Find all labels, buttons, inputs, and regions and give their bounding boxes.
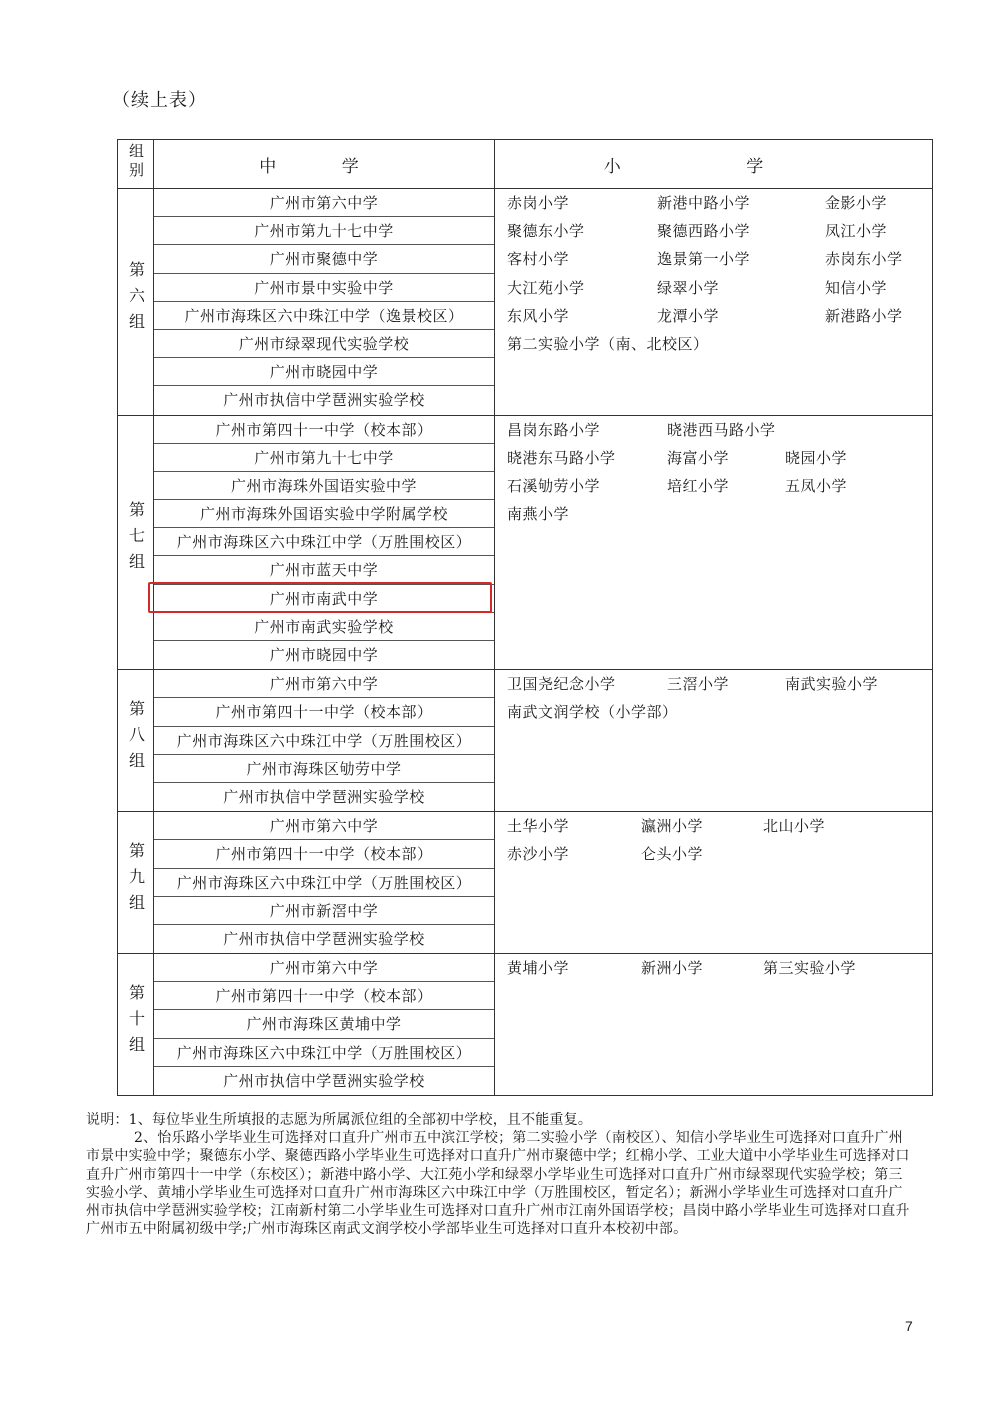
middle-school-item: 广州市海珠区六中珠江中学（逸景校区） [154,302,494,330]
group-label-cell [118,670,154,812]
header-primary-school: 小 学 [495,140,933,189]
middle-school-item: 广州市晓园中学 [269,646,379,664]
primary-school-row [507,503,932,531]
group-label-cell [118,812,154,954]
table-header-row [118,140,933,189]
middle-school-item: 广州市第六中学 [154,670,494,698]
primary-school-cell [495,415,933,670]
middle-school-item: 广州市南武中学 [154,585,494,613]
primary-school-item: 东风小学 [507,306,570,325]
middle-school-cell [154,189,495,416]
middle-school-item: 广州市第四十一中学（校本部） [154,698,494,726]
primary-school-row [507,843,932,871]
primary-school-item: 南燕小学 [507,505,570,524]
header-middle-school: 中 学 [154,140,495,189]
primary-school-row [507,475,932,503]
primary-school-item: 海富小学 [667,448,730,467]
primary-school-cell [495,670,933,812]
primary-school-row [507,277,932,305]
middle-school-item: 广州市景中实验中学 [154,274,494,302]
primary-school-item: 聚德东小学 [507,222,585,241]
middle-school-item: 广州市海珠区六中珠江中学（万胜围校区） [154,727,494,755]
middle-school-item: 广州市海珠区六中珠江中学（万胜围校区） [154,528,494,556]
middle-school-item: 广州市第四十一中学（校本部） [154,982,494,1010]
primary-school-row [507,248,932,276]
primary-school-item: 晓园小学 [785,448,848,467]
group-row [118,812,933,954]
group-label: 第八组 [126,699,146,778]
primary-school-item: 新港路小学 [825,306,903,325]
primary-school-item: 金影小学 [825,194,888,212]
middle-school-item: 广州市第四十一中学（校本部） [154,416,494,444]
middle-school-cell [154,415,495,670]
primary-school-item: 五凤小学 [785,476,848,495]
primary-school-item: 晓港东马路小学 [507,448,616,467]
group-label-cell [118,415,154,670]
header-group: 组别 [118,140,154,189]
primary-school-item: 绿翠小学 [657,278,720,297]
middle-school-item: 广州市海珠外国语实验中学附属学校 [154,500,494,528]
primary-school-item: 第二实验小学（南、北校区） [507,334,709,353]
table-caption: （续上表） [112,90,207,111]
middle-school-item: 广州市海珠区六中珠江中学（万胜围校区） [154,869,494,897]
middle-school-item: 广州市海珠区六中珠江中学（万胜围校区） [154,1039,494,1067]
group-label: 第七组 [126,501,146,580]
middle-school-item: 广州市聚德中学 [154,245,494,273]
allocation-table [117,139,933,1096]
primary-school-row [507,305,932,333]
primary-school-item: 晓港西马路小学 [667,420,776,439]
primary-school-cell [495,954,933,1096]
middle-school-item: 广州市执信中学琶洲实验学校 [223,787,425,806]
primary-school-item: 三滘小学 [667,675,730,694]
primary-school-item: 赤岗东小学 [825,250,903,269]
primary-school-item: 龙潭小学 [657,306,720,325]
primary-school-cell [495,189,933,416]
group-row [118,189,933,416]
primary-school-row [507,447,932,475]
middle-school-item: 广州市第四十一中学（校本部） [154,840,494,868]
note-2: 2、怡乐路小学毕业生可选择对口直升广州市五中滨江学校；第二实验小学（南校区）、知信小学毕业生可选择对口直升广州市景中实验中学；聚德东小学、聚德西路小学毕业生可选择对口直升广州市聚德中学；红棉小学、工业大道中小学毕业生可选择对口直升广州市第四十一中学（东校区）；新港中路小学、大江苑小学和绿翠小学毕业生可选择对口直升广州市绿翠现代实验学校；第三实验小学、黄埔小学毕业生可选择对口直升广州市海珠区六中珠江中学（万胜围校区，暂定名）；新洲小学毕业生可选择对口直升广州市执信中学琶洲实验学校；江南新村第二小学毕业生可选择对口直升广州市江南外国语学校；昌岗中路小学毕业生可选择对口直升广州市五中附属初级中学;广州市海珠区南武文润学校小学部毕业生可选择对口直升本校初中部。 [86,1130,910,1238]
primary-school-row [507,192,932,220]
group-row [118,954,933,1096]
middle-school-item: 广州市执信中学琶洲实验学校 [223,929,425,948]
primary-school-item: 赤沙小学 [507,845,570,864]
primary-school-item: 土华小学 [507,817,570,836]
page-number: 7 [905,1318,913,1334]
middle-school-item: 广州市海珠外国语实验中学 [154,472,494,500]
primary-school-item: 南武文润学校（小学部） [507,703,678,722]
primary-school-item: 仑头小学 [641,845,704,864]
group-label-cell [118,954,154,1096]
primary-school-cell [495,812,933,954]
note-1: 说明：1、每位毕业生所填报的志愿为所属派位组的全部初中学校，且不能重复。 [86,1112,593,1128]
primary-school-item: 昌岗东路小学 [507,420,601,439]
primary-school-row [507,815,932,843]
primary-school-item: 凤江小学 [825,222,888,241]
primary-school-item: 逸景第一小学 [657,250,751,269]
middle-school-cell [154,670,495,812]
group-row [118,415,933,670]
group-row [118,670,933,812]
primary-school-item: 第三实验小学 [763,959,857,978]
primary-school-item: 新港中路小学 [657,194,751,212]
middle-school-item: 广州市执信中学琶洲实验学校 [223,391,425,410]
primary-school-item: 新洲小学 [641,959,704,978]
primary-school-item: 大江苑小学 [507,278,585,297]
group-label: 第六组 [126,260,146,339]
middle-school-item: 广州市第六中学 [154,812,494,840]
middle-school-item: 广州市新滘中学 [154,897,494,925]
middle-school-item: 广州市海珠区劬劳中学 [154,755,494,783]
primary-school-row [507,957,932,985]
primary-school-item: 北山小学 [763,817,826,836]
group-label: 第十组 [126,983,146,1062]
middle-school-item: 广州市晓园中学 [154,358,494,386]
primary-school-item: 知信小学 [825,278,888,297]
middle-school-item: 广州市蓝天中学 [154,556,494,584]
middle-school-item: 广州市执信中学琶洲实验学校 [223,1071,425,1090]
primary-school-row [507,701,932,729]
primary-school-item: 石溪劬劳小学 [507,476,601,495]
primary-school-item: 黄埔小学 [507,959,570,978]
primary-school-item: 卫国尧纪念小学 [507,675,616,694]
primary-school-item: 聚德西路小学 [657,222,751,241]
primary-school-item: 培红小学 [667,476,730,495]
middle-school-item: 广州市绿翠现代实验学校 [154,330,494,358]
middle-school-item: 广州市海珠区黄埔中学 [154,1010,494,1038]
middle-school-item: 广州市第六中学 [154,189,494,217]
primary-school-row [507,333,932,361]
group-label: 第九组 [126,841,146,920]
primary-school-row [507,673,932,701]
primary-school-row [507,419,932,447]
group-label-cell [118,189,154,416]
primary-school-item: 瀛洲小学 [641,817,704,836]
middle-school-item: 广州市第六中学 [154,954,494,982]
primary-school-item: 南武实验小学 [785,675,879,694]
middle-school-item: 广州市第九十七中学 [154,217,494,245]
middle-school-item: 广州市第九十七中学 [154,444,494,472]
middle-school-cell [154,954,495,1096]
notes [86,1111,916,1238]
middle-school-cell [154,812,495,954]
middle-school-item: 广州市南武实验学校 [154,613,494,641]
primary-school-row [507,220,932,248]
primary-school-item: 赤岗小学 [507,194,570,212]
primary-school-item: 客村小学 [507,250,570,269]
